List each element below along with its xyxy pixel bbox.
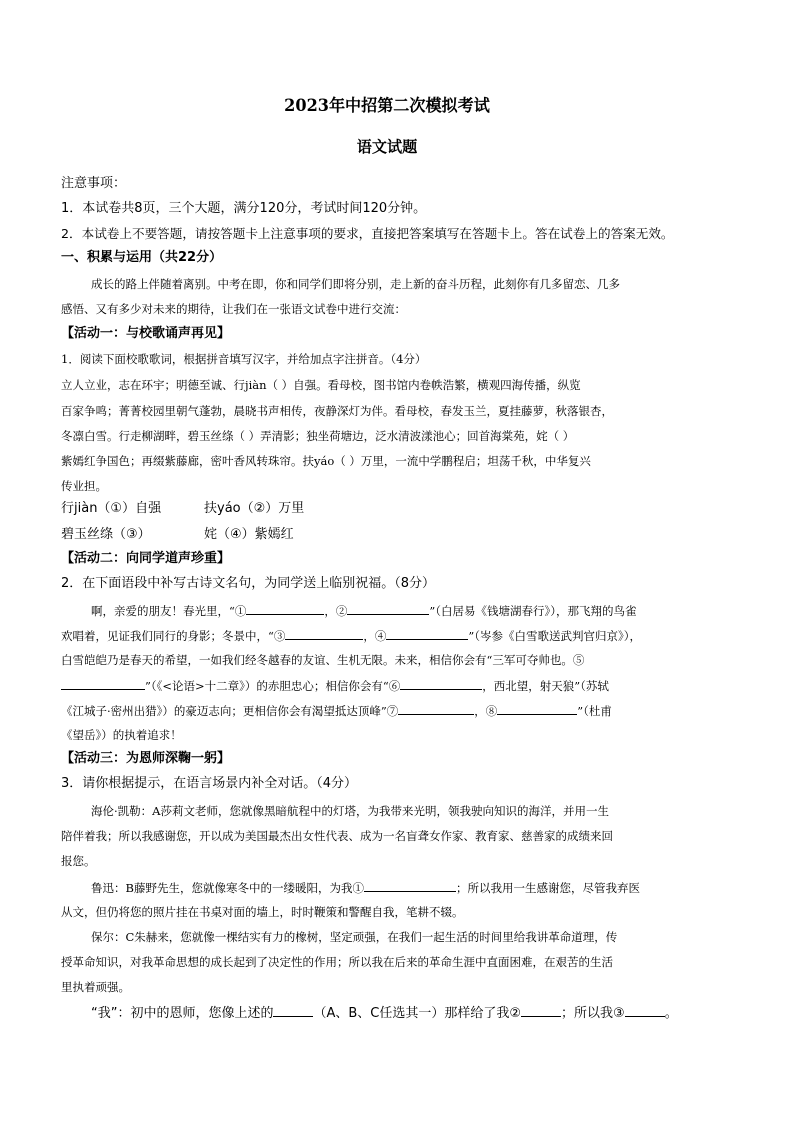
poem-line-5-a: 《江城子·密州出猎》）的豪迈志向；更相信你会有渴望抵达顶峰”⑦ [61,704,399,718]
poem-line-6: 《望岳》）的执着追求！ [61,728,182,742]
poem-line-1-a: 啊，亲爱的朋友！春光里，“① [91,604,247,618]
poem-line-1-c: ”（白居易《钱塘湖春行》），那飞翔的鸟雀 [429,604,637,618]
poem-line-2-a: 欢唱着，见证我们同行的身影；冬景中，“③ [61,629,286,643]
dialogue-a-1: 海伦·凯勒：A莎莉文老师，您就像黑暗航程中的灯塔，为我带来光明，领我驶向知识的海洋，并用一生 [91,804,609,818]
question-3-stem: 3．请你根据提示，在语言场景内补全对话。（4分） [61,776,358,791]
question-2-stem: 2．在下面语段中补写古诗文名句，为同学送上临别祝福。（8分） [61,576,436,591]
answer-item-2: 扶yáo（②）万里 [204,501,305,516]
dialogue-d-1 [91,1004,678,1022]
poem-line-4-b: ，西北望，射天狼”（苏轼 [482,679,609,693]
poem-line-1 [91,602,637,619]
section1-heading: 一、积累与运用（共22分） [61,250,223,265]
blank-3[interactable] [285,627,363,640]
dialogue-d-1-d: 。 [664,1006,678,1021]
poem-line-2-c: ”（岑参《白雪歌送武判官归京》）， [468,629,642,643]
song-line-1-a: 立人立业，志在环宇；明德至诚、行 [61,378,245,392]
song-line-3: 冬凛白雪。行走柳湖畔，碧玉丝绦（ ）弄清影；独坐荷塘边，泛水清波漾池心；回首海棠苑，姹（ ） [61,429,575,443]
song-line-4-a: 紫嫣红争国色；再缀紫藤廊，密叶香风转珠帘。扶 [61,454,314,468]
blank-8[interactable] [497,702,577,715]
dialogue-c-2: 授革命知识，对我革命思想的成长起到了决定性的作用；所以我在后来的革命生涯中直面困难，在艰苦的生活 [61,955,613,969]
notice-item-2: 2．本试卷上不要答题，请按答题卡上注意事项的要求，直接把答案填写在答题卡上。答在试卷上的答案无效。 [61,226,674,241]
poem-line-2-b: ，④ [363,629,387,643]
dialogue-blank-choice[interactable] [273,1004,313,1017]
dialogue-d-1-b: （A、B、C任选其一）那样给了我② [313,1006,522,1021]
poem-line-5-c: ”（杜甫 [577,704,612,718]
song-line-2: 百家争鸣；菁菁校园里朝气蓬勃，晨晓书声相传，夜静深灯为伴。看母校，春发玉兰，夏挂藤萝，秋落银杏， [61,404,613,418]
poem-line-4-a: ”（《<论语>十二章》）的赤胆忠心；相信你会有“⑥ [145,679,401,693]
blank-4[interactable] [386,627,468,640]
poem-line-2 [61,627,641,644]
activity3-heading: 【活动三：为恩师深鞠一躬】 [61,751,231,766]
blank-6[interactable] [400,677,482,690]
poem-line-3: 白雪皑皑乃是春天的希望，一如我们经冬越春的友谊、生机无限。未来，相信你会有“三军可夺帅也。⑤ [61,653,585,667]
answer-item-3: 碧玉丝绦（③） [61,527,151,542]
dialogue-b-1-a: 鲁迅：B藤野先生，您就像寒冬中的一缕暖阳，为我① [91,881,364,895]
blank-7[interactable] [398,702,474,715]
answer-item-4: 姹（④）紫嫣红 [204,527,294,542]
question-1-stem: 1．阅读下面校歌歌词，根据拼音填写汉字，并给加点字注拼音。（4分） [61,352,427,366]
dialogue-blank-2[interactable] [521,1004,561,1017]
notice-item-1: 1．本试卷共8页，三个大题，满分120分，考试时间120分钟。 [61,201,427,216]
exam-title: 2023年中招第二次模拟考试 [284,96,490,115]
dialogue-d-1-a: “我”：初中的恩师，您像上述的 [91,1006,274,1021]
dialogue-c-1: 保尔：C朱赫来，您就像一棵结实有力的橡树，坚定顽强，在我们一起生活的时间里给我讲革命道理，传 [91,930,618,944]
pinyin-yao: yáo [314,454,335,468]
activity2-heading: 【活动二：向同学道声珍重】 [61,551,231,566]
dialogue-d-1-c: ；所以我③ [561,1006,625,1021]
activity1-heading: 【活动一：与校歌诵声再见】 [61,326,231,341]
dialogue-blank-3[interactable] [625,1004,665,1017]
dialogue-c-3: 里执着顽强。 [61,980,130,994]
answer-item-1: 行jiàn（①）自强 [61,501,162,516]
poem-line-1-b: ，② [324,604,348,618]
dialogue-a-3: 报您。 [61,854,96,868]
exam-subtitle: 语文试题 [356,137,418,156]
notice-heading: 注意事项： [61,176,127,191]
dialogue-a-2: 陪伴着我；所以我感谢您，开以成为美国最杰出女性代表、成为一名盲聋女作家、教育家、慈善家的成绩来回 [61,829,613,843]
pinyin-jian: jiàn [245,378,267,392]
blank-1[interactable] [246,602,324,615]
dialogue-b-1 [91,879,640,896]
poem-line-5 [61,702,612,719]
poem-line-4 [61,677,609,694]
dialogue-b-1-b: ；所以我用一生感谢您，尽管我弃医 [455,881,640,895]
song-line-1-b: （ ）自强。看母校，图书馆内卷帙浩繁，横观四海传播，纵览 [266,378,581,392]
dialogue-b-2: 从文，但仍将您的照片挂在书桌对面的墙上，时时鞭策和警醒自我，笔耕不辍。 [61,905,464,919]
dialogue-blank-1[interactable] [364,879,456,892]
blank-2[interactable] [347,602,429,615]
song-line-5: 传业担。 [61,479,107,493]
blank-5[interactable] [61,677,145,690]
section1-intro-2: 感悟、又有多少对未来的期待，让我们在一张语文试卷中进行交流： [61,302,406,316]
song-line-4 [61,453,591,469]
song-line-4-b: （ ）万里，一流中学鹏程启；坦荡千秋，中华复兴 [334,454,591,468]
song-line-1 [61,377,581,393]
section1-intro-1: 成长的路上伴随着离别。中考在即，你和同学们即将分别，走上新的奋斗历程，此刻你有几多留恋、几多 [91,277,620,291]
poem-line-5-b: ，⑧ [474,704,498,718]
